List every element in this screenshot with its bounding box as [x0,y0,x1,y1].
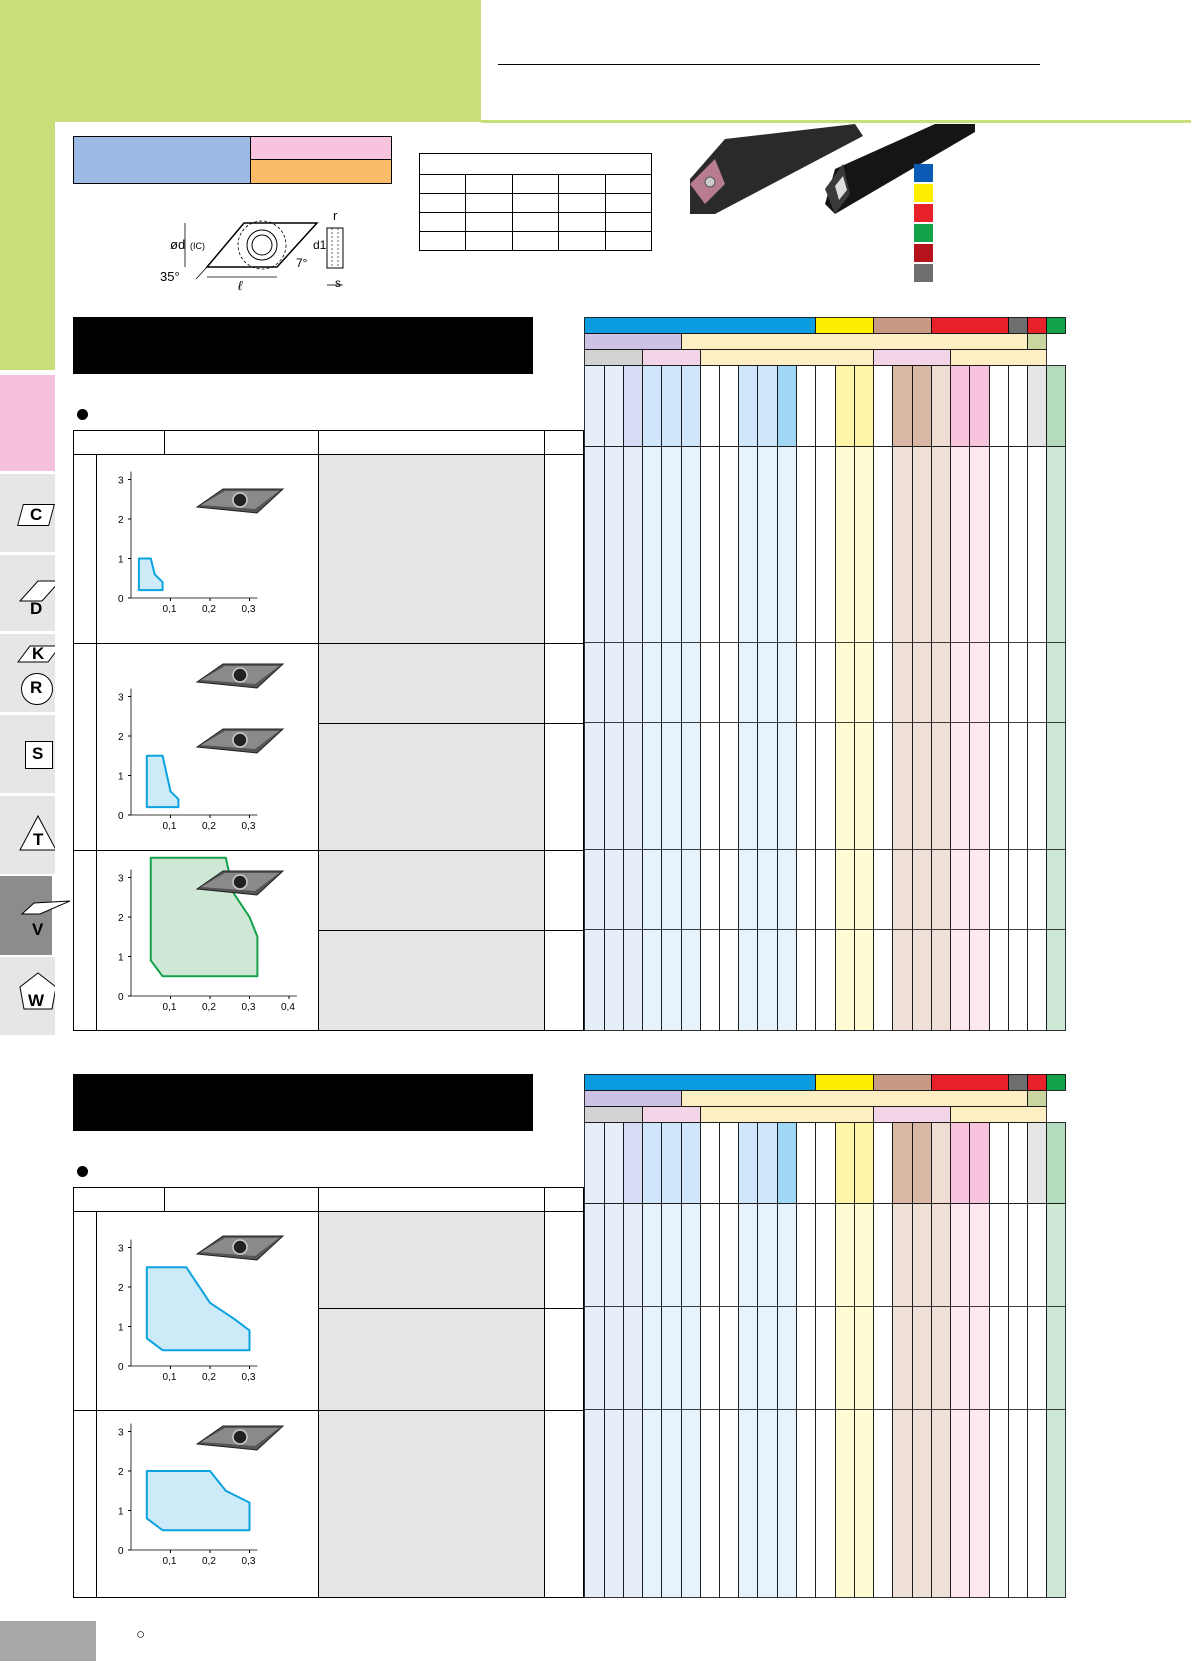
matrix-subcategory-bar-0 [585,350,643,366]
matrix-material-bar-5 [1028,1075,1047,1091]
dimension-table-header [420,154,652,175]
matrix-grade-header-13 [836,366,855,447]
section1-desc-cell-5 [319,931,544,1030]
matrix-column-14 [855,1204,874,1598]
legend-chip-red [914,204,933,222]
section1-header-row [74,431,583,455]
chart-x-tick: 0,2 [202,821,216,832]
section1-bullet [77,409,88,420]
chart-x-tick: 0,2 [202,604,216,615]
matrix-column-23 [1028,1204,1047,1598]
matrix-column-6 [701,1204,720,1598]
dimension-table [419,153,652,251]
matrix-material-bar-4 [1009,1075,1028,1091]
matrix-column-22 [1009,447,1028,1031]
matrix-column-21 [990,1204,1009,1598]
matrix-grade-header-20 [970,1123,990,1204]
matrix-material-bar-3 [932,1075,1009,1091]
chart-x-tick: 0,1 [162,604,177,615]
matrix-category-bar-0 [585,334,682,350]
chart-y-tick: 0 [118,992,124,1003]
chart-y-tick: 2 [118,1467,124,1478]
matrix-grade-header-7 [720,1123,739,1204]
matrix-material-bar-6 [1047,1075,1066,1091]
matrix-grade-header-1 [605,1123,624,1204]
side-tab-t[interactable] [0,796,55,874]
grade-header-orange [250,160,391,183]
matrix-grade-header-10 [778,366,797,447]
matrix-grade-header-8 [739,1123,758,1204]
section2-bullet [77,1166,88,1177]
section2-title-banner [73,1074,533,1131]
matrix-material-bar-2 [874,318,932,334]
header-green-line [481,120,1191,123]
chart-y-tick: 3 [118,692,124,704]
chart-y-tick: 3 [118,873,124,885]
matrix-column-10 [778,1204,797,1598]
side-tab-kr[interactable] [0,634,55,712]
matrix-grade-header-0 [585,1123,605,1204]
matrix-grade-header-4 [662,1123,682,1204]
matrix-grade-header-0 [585,366,605,447]
matrix-grade-header-10 [778,1123,797,1204]
matrix-grade-header-14 [855,366,874,447]
chart-x-tick: 0,3 [241,821,256,832]
matrix-column-16 [893,1204,913,1598]
matrix-material-bar-3 [932,318,1009,334]
section2-table [73,1187,584,1598]
section2-header-row [74,1188,583,1212]
matrix-category-bar-0 [585,1091,682,1107]
matrix-column-24 [1047,1204,1066,1598]
matrix-subcategory-bar-2 [701,1107,874,1123]
matrix-grade-header-23 [1028,1123,1047,1204]
matrix-grade-header-15 [874,366,893,447]
matrix-grade-header-23 [1028,366,1047,447]
matrix-column-13 [836,447,855,1031]
matrix-category-bar-2 [1028,334,1047,350]
diagram-label-l: ℓ [238,278,243,293]
chart-y-tick: 2 [118,913,124,924]
grade-matrix-section2 [584,1074,1099,1598]
diagram-label-d1: d1 [313,238,327,252]
side-tab-w[interactable] [0,957,55,1035]
section1-desc-cell-1 [319,455,544,643]
matrix-column-1 [605,1204,624,1598]
matrix-column-6 [701,447,720,1031]
matrix-material-bar-2 [874,1075,932,1091]
matrix-grade-header-9 [758,1123,778,1204]
matrix-column-4 [662,1204,682,1598]
matrix-grade-header-7 [720,366,739,447]
matrix-grade-header-14 [855,1123,874,1204]
side-tab-c-label: C [30,505,43,524]
matrix-category-bar-1 [682,334,1028,350]
matrix-grade-header-3 [643,366,662,447]
side-tab-pink[interactable] [0,375,55,471]
matrix-grade-header-11 [797,1123,816,1204]
matrix-column-9 [758,447,778,1031]
matrix-column-3 [643,1204,662,1598]
grade-matrix-svg [584,1074,1067,1599]
matrix-column-15 [874,1204,893,1598]
grade-header-pink [250,137,391,160]
matrix-grade-header-20 [970,366,990,447]
matrix-column-2 [624,447,643,1031]
chart-y-tick: 3 [118,1243,124,1255]
matrix-subcategory-bar-0 [585,1107,643,1123]
matrix-grade-header-9 [758,366,778,447]
side-tab-s[interactable] [0,715,55,793]
section2-desc-cell-3 [319,1411,544,1597]
matrix-column-11 [797,447,816,1031]
chart-y-tick: 3 [118,475,124,487]
chart-x-tick: 0,2 [202,1372,216,1383]
legend-chip-yellow [914,184,933,202]
matrix-column-21 [990,447,1009,1031]
matrix-grade-header-16 [893,1123,913,1204]
matrix-column-4 [662,447,682,1031]
matrix-category-bar-2 [1028,1091,1047,1107]
matrix-grade-header-2 [624,366,643,447]
insert-diagram [160,205,375,295]
section1-table [73,430,584,1031]
header-green-panel [0,0,481,122]
matrix-category-bar-1 [682,1091,1028,1107]
matrix-grade-header-19 [951,1123,970,1204]
chart-y-tick: 2 [118,732,124,743]
legend-chip-blue [914,164,933,182]
matrix-column-7 [720,447,739,1031]
chart-x-tick: 0,1 [162,821,177,832]
matrix-column-8 [739,447,758,1031]
diagram-label-7: 7° [296,256,308,270]
footer-gray-tab [0,1621,96,1661]
matrix-material-bar-1 [816,318,874,334]
matrix-column-0 [585,447,605,1031]
matrix-column-5 [682,1204,701,1598]
side-tab-v-label: V [32,920,44,939]
matrix-column-16 [893,447,913,1031]
matrix-grade-header-12 [816,1123,836,1204]
side-tab-d-icon [0,555,55,631]
matrix-grade-header-1 [605,366,624,447]
matrix-grade-header-19 [951,366,970,447]
section2-desc-cell-2 [319,1309,544,1410]
side-tab-s-label: S [32,744,44,763]
chart-y-tick: 0 [118,1546,124,1557]
color-legend [914,164,933,282]
matrix-column-19 [951,1204,970,1598]
chart-y-tick: 1 [118,1322,124,1334]
matrix-grade-header-24 [1047,366,1066,447]
matrix-grade-header-24 [1047,1123,1066,1204]
matrix-grade-header-8 [739,366,758,447]
matrix-grade-header-21 [990,1123,1009,1204]
legend-chip-darkred [914,244,933,262]
matrix-subcategory-bar-1 [643,350,701,366]
matrix-column-3 [643,447,662,1031]
matrix-grade-header-5 [682,366,701,447]
matrix-subcategory-bar-1 [643,1107,701,1123]
legend-chip-green [914,224,933,242]
matrix-grade-header-3 [643,1123,662,1204]
matrix-grade-header-22 [1009,366,1028,447]
grade-matrix-svg [584,317,1067,1032]
chart-y-tick: 1 [118,771,124,783]
legend-chip-gray [914,264,933,282]
matrix-column-17 [913,447,932,1031]
chart-x-tick: 0,3 [241,1002,256,1013]
matrix-grade-header-4 [662,366,682,447]
matrix-column-1 [605,447,624,1031]
chart-x-tick: 0,1 [162,1002,177,1013]
chart-x-tick: 0,4 [281,1002,295,1013]
matrix-grade-header-13 [836,1123,855,1204]
matrix-column-15 [874,447,893,1031]
grade-header-block [73,136,392,184]
matrix-column-11 [797,1204,816,1598]
header-rule [498,64,1040,65]
side-tab-c[interactable] [0,474,55,552]
matrix-grade-header-18 [932,1123,951,1204]
matrix-grade-header-2 [624,1123,643,1204]
matrix-column-19 [951,447,970,1031]
matrix-column-12 [816,1204,836,1598]
matrix-column-0 [585,1204,605,1598]
matrix-column-18 [932,447,951,1031]
chart-y-tick: 2 [118,1283,124,1294]
matrix-grade-header-21 [990,366,1009,447]
matrix-subcategory-bar-2 [701,350,874,366]
matrix-material-bar-6 [1047,318,1066,334]
section1-desc-cell-4 [319,851,544,930]
section1-title-banner [73,317,533,374]
chart-y-tick: 1 [118,554,124,566]
matrix-subcategory-bar-4 [951,1107,1047,1123]
chart-x-tick: 0,3 [241,1556,256,1567]
side-tab-t-label: T [33,830,44,849]
diagram-label-r: r [333,208,338,223]
chart-x-tick: 0,3 [241,604,256,615]
side-tab-v-active[interactable] [0,876,52,955]
matrix-column-5 [682,447,701,1031]
matrix-material-bar-1 [816,1075,874,1091]
side-tab-d-label: D [30,599,43,618]
chart-y-tick: 2 [118,515,124,526]
matrix-subcategory-bar-3 [874,1107,951,1123]
matrix-grade-header-6 [701,1123,720,1204]
matrix-grade-header-6 [701,366,720,447]
matrix-column-2 [624,1204,643,1598]
matrix-material-bar-4 [1009,318,1028,334]
side-tab-t-icon [0,796,55,874]
section2-desc-cell-1 [319,1212,544,1308]
chart-x-tick: 0,1 [162,1372,177,1383]
matrix-column-9 [758,1204,778,1598]
chart-y-tick: 1 [118,1506,124,1518]
side-tab-w-label: W [28,991,45,1010]
matrix-material-bar-0 [585,318,816,334]
matrix-grade-header-22 [1009,1123,1028,1204]
grade-matrix-section1 [584,317,1099,1031]
matrix-column-7 [720,1204,739,1598]
matrix-column-20 [970,1204,990,1598]
side-tab-v-icon [0,876,70,955]
grade-header-blue [74,137,250,183]
section1-desc-cell-3 [319,724,544,850]
diagram-label-d: ød [170,237,186,252]
diagram-label-s: s [335,276,341,290]
matrix-subcategory-bar-3 [874,350,951,366]
matrix-material-bar-0 [585,1075,816,1091]
chart-y-tick: 0 [118,594,124,605]
matrix-column-20 [970,447,990,1031]
diagram-label-35: 35° [160,269,180,284]
matrix-column-17 [913,1204,932,1598]
matrix-column-24 [1047,447,1066,1031]
matrix-column-8 [739,1204,758,1598]
side-tab-k-label: K [32,644,45,663]
matrix-column-10 [778,447,797,1031]
header-green-sidebar [0,122,55,370]
chart-x-tick: 0,2 [202,1556,216,1567]
matrix-grade-header-12 [816,366,836,447]
matrix-material-bar-5 [1028,318,1047,334]
matrix-column-18 [932,1204,951,1598]
chart-y-tick: 0 [118,1362,124,1373]
matrix-column-14 [855,447,874,1031]
matrix-grade-header-15 [874,1123,893,1204]
section1-desc-cell-2 [319,644,544,723]
chart-x-tick: 0,1 [162,1556,177,1567]
matrix-subcategory-bar-4 [951,350,1047,366]
side-tab-d[interactable] [0,555,55,631]
matrix-column-22 [1009,1204,1028,1598]
matrix-column-12 [816,447,836,1031]
chart-y-tick: 1 [118,952,124,964]
chart-y-tick: 3 [118,1427,124,1439]
matrix-grade-header-17 [913,1123,932,1204]
matrix-grade-header-18 [932,366,951,447]
chart-x-tick: 0,2 [202,1002,216,1013]
diagram-label-ic: (IC) [190,241,205,251]
matrix-column-13 [836,1204,855,1598]
matrix-grade-header-17 [913,366,932,447]
matrix-grade-header-5 [682,1123,701,1204]
matrix-grade-header-16 [893,366,913,447]
side-tab-r-label: R [30,678,43,697]
footer-circle: ○ [136,1626,146,1643]
chart-x-tick: 0,3 [241,1372,256,1383]
matrix-column-23 [1028,447,1047,1031]
side-tab-k-icon [0,634,55,664]
matrix-grade-header-11 [797,366,816,447]
chart-y-tick: 0 [118,811,124,822]
